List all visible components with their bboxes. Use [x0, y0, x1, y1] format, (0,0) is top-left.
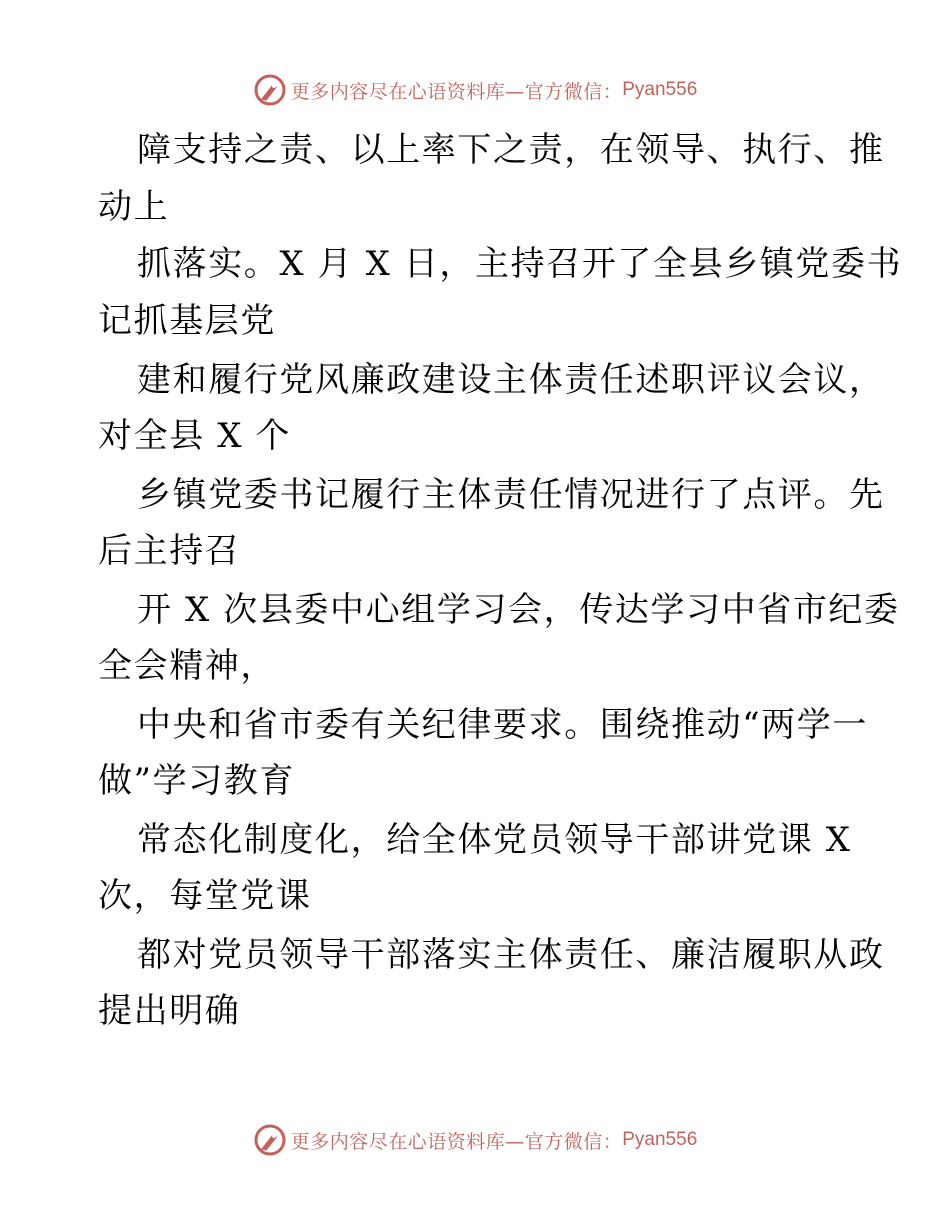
- body-line: 记抓基层党: [98, 301, 276, 341]
- body-line: 中央和省市委有关纪律要求。围绕推动“两学一: [137, 705, 868, 745]
- watermark-wechat-id: Pyan556: [622, 1129, 698, 1150]
- footer-watermark: [0, 1120, 950, 1160]
- body-line: 动上: [98, 187, 170, 227]
- body-line: 常态化制度化，给全体党员领导干部讲党课 X: [137, 820, 852, 860]
- body-line: 提出明确: [98, 991, 241, 1031]
- watermark-text: 更多内容尽在心语资料库—官方微信：: [290, 80, 623, 103]
- body-line: 建和履行党风廉政建设主体责任述职评议会议，: [137, 360, 885, 400]
- body-line: 障支持之责、以上率下之责，在领导、执行、推: [137, 130, 885, 170]
- pen-nib-seal-icon: [253, 1123, 287, 1157]
- header-watermark: [0, 70, 950, 110]
- pen-nib-seal-icon: [253, 73, 287, 107]
- body-line: 抓落实。X 月 X 日，主持召开了全县乡镇党委书: [137, 244, 903, 284]
- watermark-wechat-id: Pyan556: [622, 79, 698, 100]
- body-line: 乡镇党委书记履行主体责任情况进行了点评。先: [137, 475, 885, 515]
- body-line: 后主持召: [98, 531, 241, 571]
- body-line: 开 X 次县委中心组学习会，传达学习中省市纪委: [137, 590, 900, 630]
- body-line: 对全县 X 个: [98, 416, 292, 456]
- body-line: 做”学习教育: [98, 761, 295, 801]
- body-line: 全会精神，: [98, 646, 276, 686]
- body-line: 都对党员领导干部落实主体责任、廉洁履职从政: [137, 935, 885, 975]
- watermark-text: 更多内容尽在心语资料库—官方微信：: [290, 1130, 623, 1153]
- body-line: 次，每堂党课: [98, 876, 312, 916]
